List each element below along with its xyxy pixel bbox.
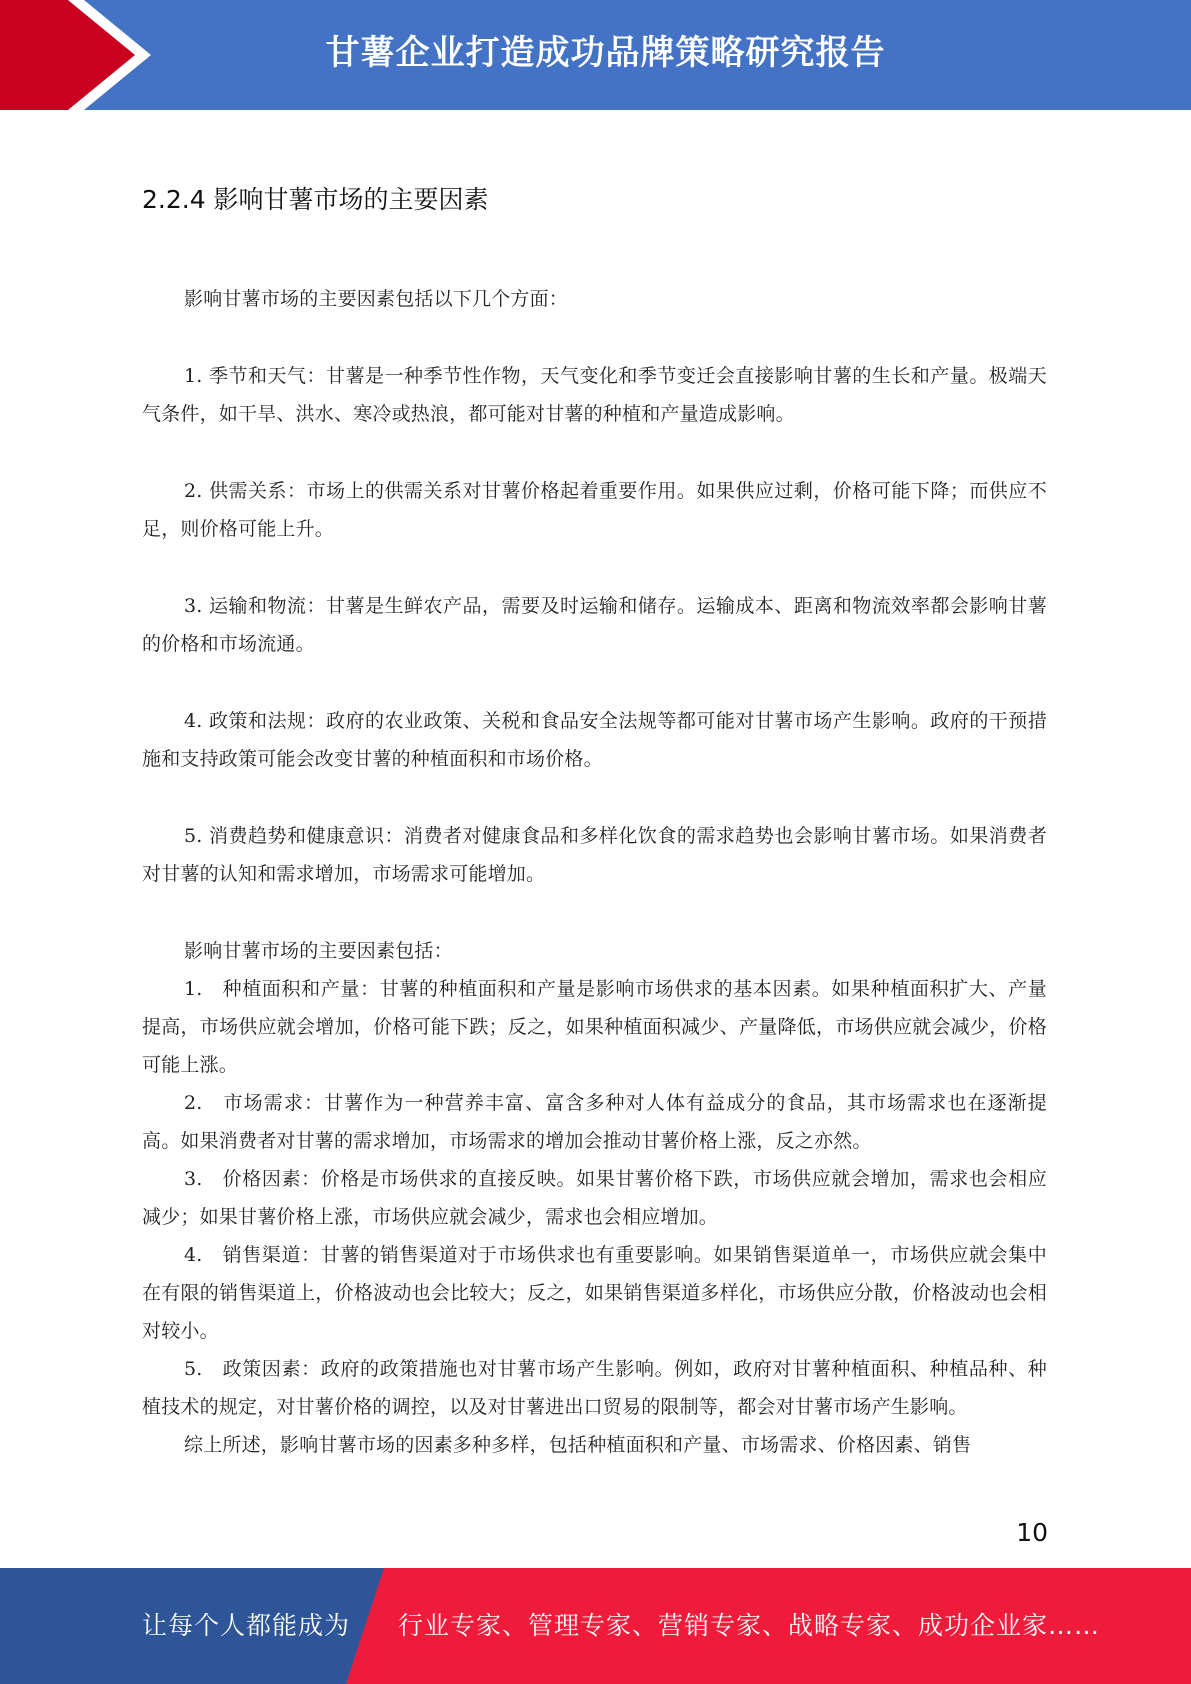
paragraph-transport-logistics: 3. 运输和物流：甘薯是生鲜农产品，需要及时运输和储存。运输成本、距离和物流效率都会影响甘薯的价格和市场流通。: [142, 595, 1047, 655]
section-heading: 2.2.4 影响甘薯市场的主要因素: [142, 185, 489, 214]
factor-sales-channel: 4. 销售渠道：甘薯的销售渠道对于市场供求也有重要影响。如果销售渠道单一，市场供应就会集中在有限的销售渠道上，价格波动也会比较大；反之，如果销售渠道多样化，市场供应分散，价格波动也会相对较小。: [142, 1244, 1047, 1342]
page-footer: [0, 1568, 1191, 1684]
paragraph-intro: 影响甘薯市场的主要因素包括以下几个方面：: [184, 288, 569, 310]
factor-policy: 5. 政策因素：政府的政策措施也对甘薯市场产生影响。例如，政府对甘薯种植面积、种植品种、种植技术的规定，对甘薯价格的调控，以及对甘薯进出口贸易的限制等，都会对甘薯市场产生影响。: [142, 1358, 1047, 1418]
factor-market-demand: 2. 市场需求：甘薯作为一种营养丰富、富含多种对人体有益成分的食品，其市场需求也在逐渐提高。如果消费者对甘薯的需求增加，市场需求的增加会推动甘薯价格上涨，反之亦然。: [142, 1092, 1047, 1152]
report-title: 甘薯企业打造成功品牌策略研究报告: [325, 33, 886, 73]
factor-planting-area: 1. 种植面积和产量：甘薯的种植面积和产量是影响市场供求的基本因素。如果种植面积扩大、产量提高，市场供应就会增加，价格可能下跌；反之，如果种植面积减少、产量降低，市场供应就会减少，价格可能上涨。: [142, 978, 1047, 1076]
paragraph-policy-regulation: 4. 政策和法规：政府的农业政策、关税和食品安全法规等都可能对甘薯市场产生影响。政府的干预措施和支持政策可能会改变甘薯的种植面积和市场价格。: [142, 710, 1047, 770]
paragraph-season-weather: 1. 季节和天气：甘薯是一种季节性作物，天气变化和季节变迁会直接影响甘薯的生长和产量。极端天气条件，如干旱、洪水、寒冷或热浪，都可能对甘薯的种植和产量造成影响。: [142, 365, 1047, 425]
footer-slogan-left: 让每个人都能成为: [142, 1611, 351, 1640]
factor-price: 3. 价格因素：价格是市场供求的直接反映。如果甘薯价格下跌，市场供应就会增加，需求也会相应减少；如果甘薯价格上涨，市场供应就会减少，需求也会相应增加。: [142, 1168, 1047, 1228]
list-intro: 影响甘薯市场的主要因素包括：: [184, 940, 453, 962]
summary-paragraph: 综上所述，影响甘薯市场的因素多种多样，包括种植面积和产量、市场需求、价格因素、销售: [184, 1434, 972, 1456]
paragraph-supply-demand: 2. 供需关系：市场上的供需关系对甘薯价格起着重要作用。如果供应过剩，价格可能下降；而供应不足，则价格可能上升。: [142, 480, 1047, 540]
page-content: [142, 178, 1047, 1464]
footer-slogan-right: 行业专家、管理专家、营销专家、战略专家、成功企业家……: [398, 1611, 1101, 1640]
page-number: 10: [1016, 1518, 1048, 1547]
paragraph-consumer-trend: 5. 消费趋势和健康意识：消费者对健康食品和多样化饮食的需求趋势也会影响甘薯市场。如果消费者对甘薯的认知和需求增加，市场需求可能增加。: [142, 825, 1047, 885]
page-header: [0, 0, 1191, 110]
